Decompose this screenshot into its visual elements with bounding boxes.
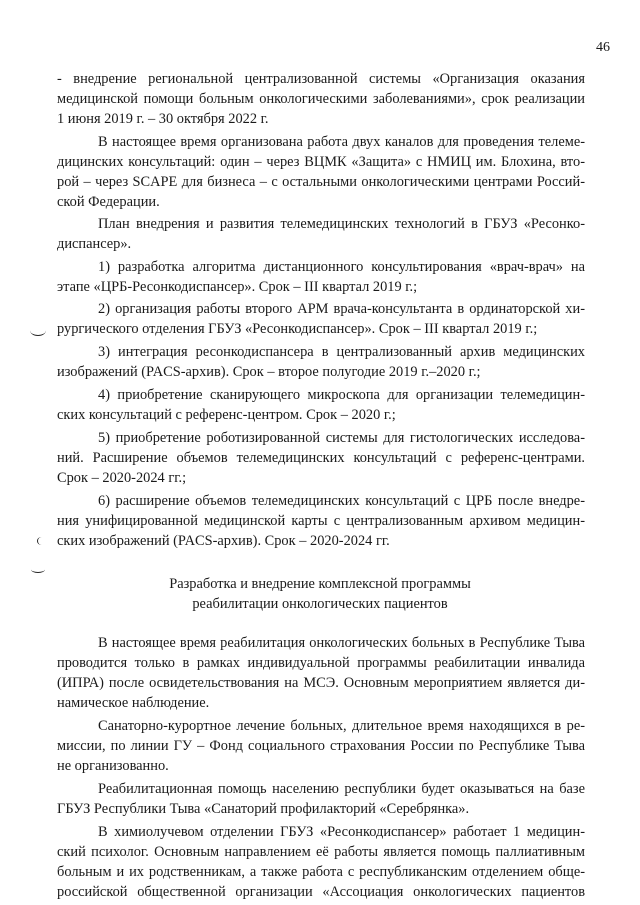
text-line: ний. Расширение объемов телемедицинских консультаций с референс-центрами. — [57, 450, 585, 466]
text-line: дицинских консультаций: один – через ВЦМК «Защита» с НМИЦ им. Блохина, вто- — [57, 154, 585, 170]
text-line: рургического отделения ГБУЗ «Ресонкодиспансер». Срок – III квартал 2019 г.; — [57, 321, 538, 337]
text-line: этапе «ЦРБ-Ресонкодиспансер». Срок – III квартал 2019 г.; — [57, 279, 418, 295]
text-line: ских изображений (PACS-архив). Срок – 2020-2024 гг. — [57, 533, 390, 549]
text-line: ния унифицированной медицинской карты с централизованным архивом медицин- — [57, 513, 585, 529]
text-line: российской общественной организации «Ассоциация онкологических пациентов — [57, 884, 585, 900]
text-line: ГБУЗ Республики Тыва «Санаторий профилакторий «Серебрянка». — [57, 801, 470, 817]
text-line: диспансер». — [57, 236, 132, 252]
margin-mark — [37, 537, 46, 545]
text-line: ский психолог. Основным направлением её работы является помощь паллиативным — [57, 844, 585, 860]
text-line: План внедрения и развития телемедицинских технологий в ГБУЗ «Ресонко- — [98, 216, 585, 232]
text-line: 1 июня 2019 г. – 30 октября 2022 г. — [57, 111, 269, 127]
margin-mark — [31, 566, 45, 573]
list-item: 4) приобретение сканирующего микроскопа для организации телемедицин- — [98, 387, 585, 403]
text-line: Реабилитационная помощь населению республики будет оказываться на базе — [98, 781, 585, 797]
text-line: намическое наблюдение. — [57, 695, 210, 711]
list-item: 5) приобретение роботизированной системы для гистологических исследова- — [98, 430, 585, 446]
text-line: изображений (PACS-архив). Срок – второе полугодие 2019 г.–2020 г.; — [57, 364, 481, 380]
text-line: больным и их родственникам, а также работа с республиканским отделением обще- — [57, 864, 585, 880]
text-line: (ИПРА) после освидетельствования на МСЭ. Основным мероприятием является ди- — [57, 675, 585, 691]
text-line: ской Федерации. — [57, 194, 160, 210]
text-line: В настоящее время организована работа двух каналов для проведения телеме- — [98, 134, 585, 150]
text-line: рой – через SCAPE для бизнеса – с остальными онкологическими центрами Россий- — [57, 174, 585, 190]
list-item: 1) разработка алгоритма дистанционного консультирования «врач-врач» на — [98, 259, 585, 275]
text-line: не организованно. — [57, 758, 169, 774]
text-line: ских консультаций с референс-центром. Срок – 2020 г.; — [57, 407, 396, 423]
list-item: 3) интеграция ресонкодиспансера в централизованный архив медицинских — [98, 344, 585, 360]
text-line: миссии, по линии ГУ – Фонд социального страхования России по Республике Тыва — [57, 738, 585, 754]
text-line: Санаторно-курортное лечение больных, длительное время находящихся в ре- — [98, 718, 585, 734]
list-item: 6) расширение объемов телемедицинских консультаций с ЦРБ после внедре- — [98, 493, 585, 509]
text-line: - внедрение региональной централизованной системы «Организация оказания — [57, 71, 585, 87]
section-heading: Разработка и внедрение комплексной программы — [169, 576, 471, 592]
text-line: медицинской помощи больным онкологическими заболеваниями», срок реализации — [57, 91, 585, 107]
list-item: 2) организация работы второго АРМ врача-консультанта в ординаторской хи- — [98, 301, 585, 317]
page-number: 46 — [596, 40, 610, 55]
margin-mark — [30, 325, 46, 336]
text-line: В химиолучевом отделении ГБУЗ «Ресонкодиспансер» работает 1 медицин- — [98, 824, 585, 840]
text-line: Срок – 2020-2024 гг.; — [57, 470, 187, 486]
text-line: В настоящее время реабилитация онкологических больных в Республике Тыва — [98, 635, 585, 651]
section-heading: реабилитации онкологических пациентов — [192, 596, 448, 612]
text-line: проводится только в рамках индивидуальной программы реабилитации инвалида — [57, 655, 585, 671]
